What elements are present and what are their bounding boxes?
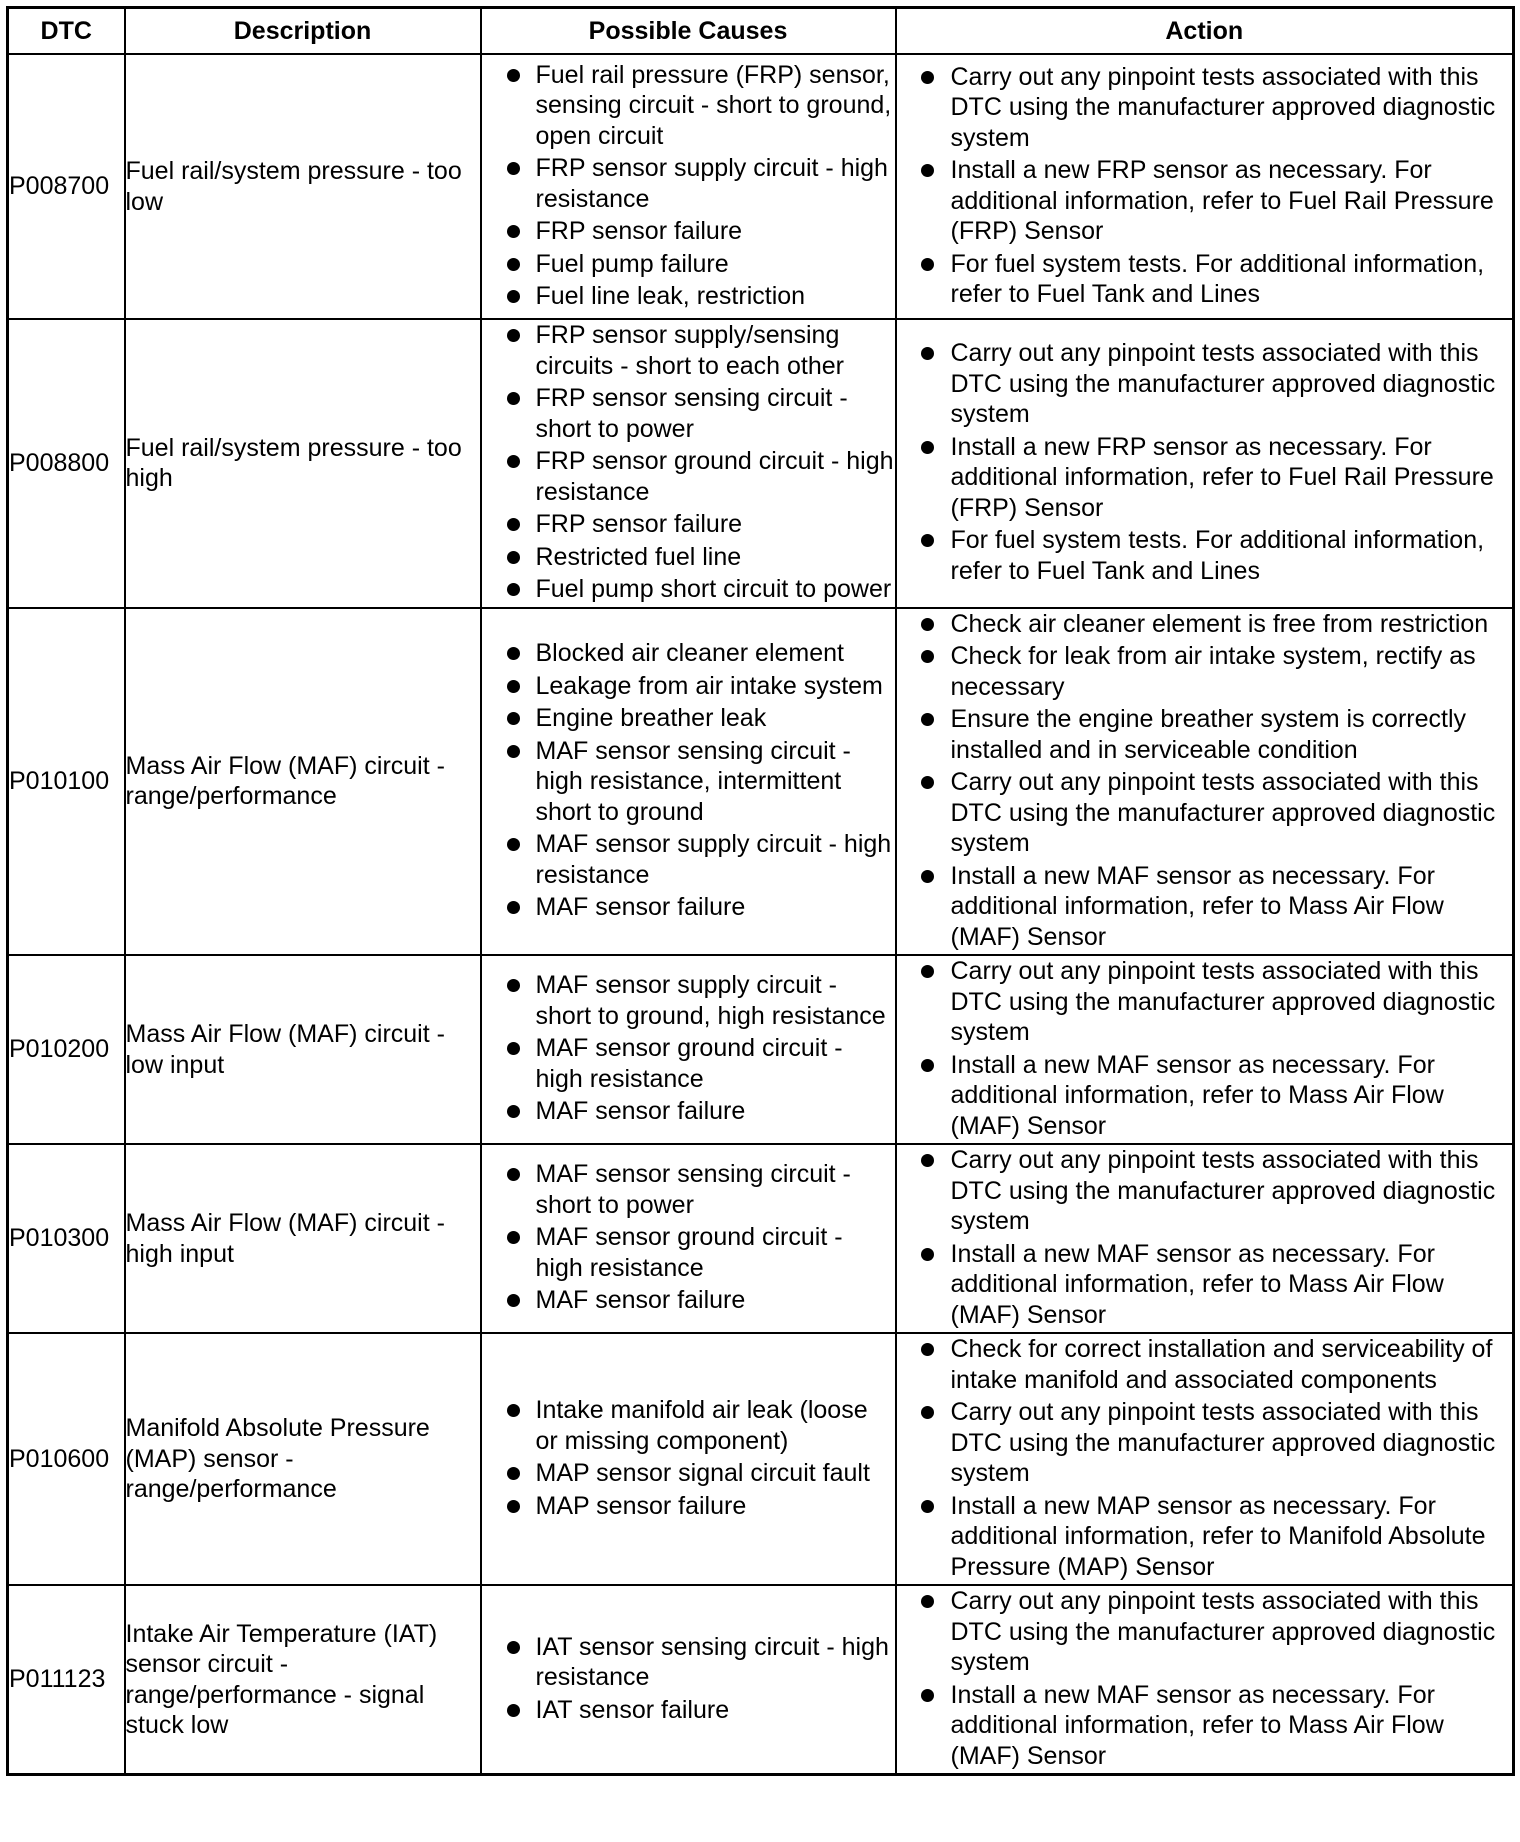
action-item: Install a new MAF sensor as necessary. For additional information, refer to Mass Air Flow (MAF) Sensor xyxy=(897,1239,1513,1331)
dtc-code: P008800 xyxy=(8,319,125,608)
action-item: Install a new MAF sensor as necessary. For additional information, refer to Mass Air Flow (MAF) Sensor xyxy=(897,1050,1513,1142)
possible-causes-list xyxy=(482,1159,895,1316)
action-item: Ensure the engine breather system is correctly installed and in serviceable condition xyxy=(897,704,1513,765)
cause-item: Intake manifold air leak (loose or missing component) xyxy=(482,1395,895,1456)
cause-item: MAF sensor ground circuit - high resistance xyxy=(482,1033,895,1094)
cause-item: IAT sensor failure xyxy=(482,1695,895,1726)
cause-item: MAF sensor sensing circuit - high resistance, intermittent short to ground xyxy=(482,736,895,828)
cause-item: Fuel rail pressure (FRP) sensor, sensing circuit - short to ground, open circuit xyxy=(482,60,895,152)
action-cell xyxy=(896,1585,1514,1775)
dtc-code: P008700 xyxy=(8,54,125,319)
table-header-row xyxy=(8,8,1514,55)
header-action: Action xyxy=(896,8,1514,55)
action-item: Carry out any pinpoint tests associated with this DTC using the manufacturer approved diagnostic system xyxy=(897,1145,1513,1237)
possible-causes-list xyxy=(482,970,895,1127)
possible-causes-cell xyxy=(481,955,896,1144)
action-item: Carry out any pinpoint tests associated with this DTC using the manufacturer approved diagnostic system xyxy=(897,767,1513,859)
dtc-code: P010100 xyxy=(8,608,125,956)
action-item: Carry out any pinpoint tests associated with this DTC using the manufacturer approved diagnostic system xyxy=(897,338,1513,430)
table-body xyxy=(8,54,1514,1775)
cause-item: MAF sensor failure xyxy=(482,1285,895,1316)
action-item: Check for correct installation and serviceability of intake manifold and associated components xyxy=(897,1334,1513,1395)
action-item: For fuel system tests. For additional information, refer to Fuel Tank and Lines xyxy=(897,525,1513,586)
cause-item: FRP sensor supply/sensing circuits - short to each other xyxy=(482,320,895,381)
cause-item: FRP sensor failure xyxy=(482,216,895,247)
cause-item: MAP sensor signal circuit fault xyxy=(482,1458,895,1489)
action-list xyxy=(897,338,1513,586)
action-list xyxy=(897,62,1513,310)
cause-item: Engine breather leak xyxy=(482,703,895,734)
possible-causes-cell xyxy=(481,1333,896,1585)
action-item: For fuel system tests. For additional information, refer to Fuel Tank and Lines xyxy=(897,249,1513,310)
action-item: Carry out any pinpoint tests associated with this DTC using the manufacturer approved diagnostic system xyxy=(897,1397,1513,1489)
dtc-code: P010600 xyxy=(8,1333,125,1585)
dtc-table xyxy=(6,6,1515,1776)
possible-causes-list xyxy=(482,60,895,312)
action-cell xyxy=(896,1144,1514,1333)
action-cell xyxy=(896,955,1514,1144)
possible-causes-cell xyxy=(481,608,896,956)
cause-item: FRP sensor supply circuit - high resistance xyxy=(482,153,895,214)
possible-causes-cell xyxy=(481,319,896,608)
dtc-description: Mass Air Flow (MAF) circuit - low input xyxy=(125,955,481,1144)
possible-causes-list xyxy=(482,1395,895,1521)
action-item: Carry out any pinpoint tests associated with this DTC using the manufacturer approved diagnostic system xyxy=(897,956,1513,1048)
cause-item: FRP sensor sensing circuit - short to power xyxy=(482,383,895,444)
cause-item: Fuel pump short circuit to power xyxy=(482,574,895,605)
cause-item: MAF sensor failure xyxy=(482,1096,895,1127)
cause-item: MAP sensor failure xyxy=(482,1491,895,1522)
action-item: Install a new MAP sensor as necessary. For additional information, refer to Manifold Absolute Pressure (MAP) Sensor xyxy=(897,1491,1513,1583)
action-item: Carry out any pinpoint tests associated with this DTC using the manufacturer approved diagnostic system xyxy=(897,62,1513,154)
action-item: Check for leak from air intake system, rectify as necessary xyxy=(897,641,1513,702)
cause-item: MAF sensor ground circuit - high resistance xyxy=(482,1222,895,1283)
action-cell xyxy=(896,54,1514,319)
dtc-code: P010300 xyxy=(8,1144,125,1333)
table-row xyxy=(8,54,1514,319)
header-description: Description xyxy=(125,8,481,55)
dtc-description: Mass Air Flow (MAF) circuit - range/performance xyxy=(125,608,481,956)
cause-item: IAT sensor sensing circuit - high resistance xyxy=(482,1632,895,1693)
possible-causes-list xyxy=(482,1632,895,1726)
possible-causes-list xyxy=(482,638,895,923)
dtc-description: Fuel rail/system pressure - too high xyxy=(125,319,481,608)
action-cell xyxy=(896,1333,1514,1585)
dtc-description: Fuel rail/system pressure - too low xyxy=(125,54,481,319)
possible-causes-cell xyxy=(481,1585,896,1775)
action-list xyxy=(897,1145,1513,1330)
cause-item: MAF sensor supply circuit - short to ground, high resistance xyxy=(482,970,895,1031)
cause-item: Leakage from air intake system xyxy=(482,671,895,702)
cause-item: FRP sensor ground circuit - high resistance xyxy=(482,446,895,507)
cause-item: Fuel pump failure xyxy=(482,249,895,280)
action-list xyxy=(897,1586,1513,1771)
action-item: Install a new MAF sensor as necessary. For additional information, refer to Mass Air Flow (MAF) Sensor xyxy=(897,1680,1513,1772)
action-cell xyxy=(896,319,1514,608)
action-item: Carry out any pinpoint tests associated with this DTC using the manufacturer approved diagnostic system xyxy=(897,1586,1513,1678)
cause-item: Fuel line leak, restriction xyxy=(482,281,895,312)
action-list xyxy=(897,609,1513,953)
action-item: Check air cleaner element is free from restriction xyxy=(897,609,1513,640)
cause-item: MAF sensor failure xyxy=(482,892,895,923)
table-row xyxy=(8,1333,1514,1585)
dtc-description: Manifold Absolute Pressure (MAP) sensor - range/performance xyxy=(125,1333,481,1585)
header-dtc: DTC xyxy=(8,8,125,55)
cause-item: Restricted fuel line xyxy=(482,542,895,573)
action-item: Install a new FRP sensor as necessary. For additional information, refer to Fuel Rail Pressure (FRP) Sensor xyxy=(897,432,1513,524)
table-row xyxy=(8,319,1514,608)
table-row xyxy=(8,1144,1514,1333)
cause-item: MAF sensor supply circuit - high resistance xyxy=(482,829,895,890)
dtc-code: P010200 xyxy=(8,955,125,1144)
header-possible-causes: Possible Causes xyxy=(481,8,896,55)
dtc-code: P011123 xyxy=(8,1585,125,1775)
dtc-description: Mass Air Flow (MAF) circuit - high input xyxy=(125,1144,481,1333)
possible-causes-cell xyxy=(481,54,896,319)
action-item: Install a new FRP sensor as necessary. For additional information, refer to Fuel Rail Pressure (FRP) Sensor xyxy=(897,155,1513,247)
action-list xyxy=(897,1334,1513,1582)
dtc-description: Intake Air Temperature (IAT) sensor circuit - range/performance - signal stuck low xyxy=(125,1585,481,1775)
cause-item: FRP sensor failure xyxy=(482,509,895,540)
table-row xyxy=(8,1585,1514,1775)
action-cell xyxy=(896,608,1514,956)
action-list xyxy=(897,956,1513,1141)
possible-causes-list xyxy=(482,320,895,605)
action-item: Install a new MAF sensor as necessary. For additional information, refer to Mass Air Flow (MAF) Sensor xyxy=(897,861,1513,953)
table-row xyxy=(8,955,1514,1144)
cause-item: MAF sensor sensing circuit - short to power xyxy=(482,1159,895,1220)
table-row xyxy=(8,608,1514,956)
cause-item: Blocked air cleaner element xyxy=(482,638,895,669)
possible-causes-cell xyxy=(481,1144,896,1333)
